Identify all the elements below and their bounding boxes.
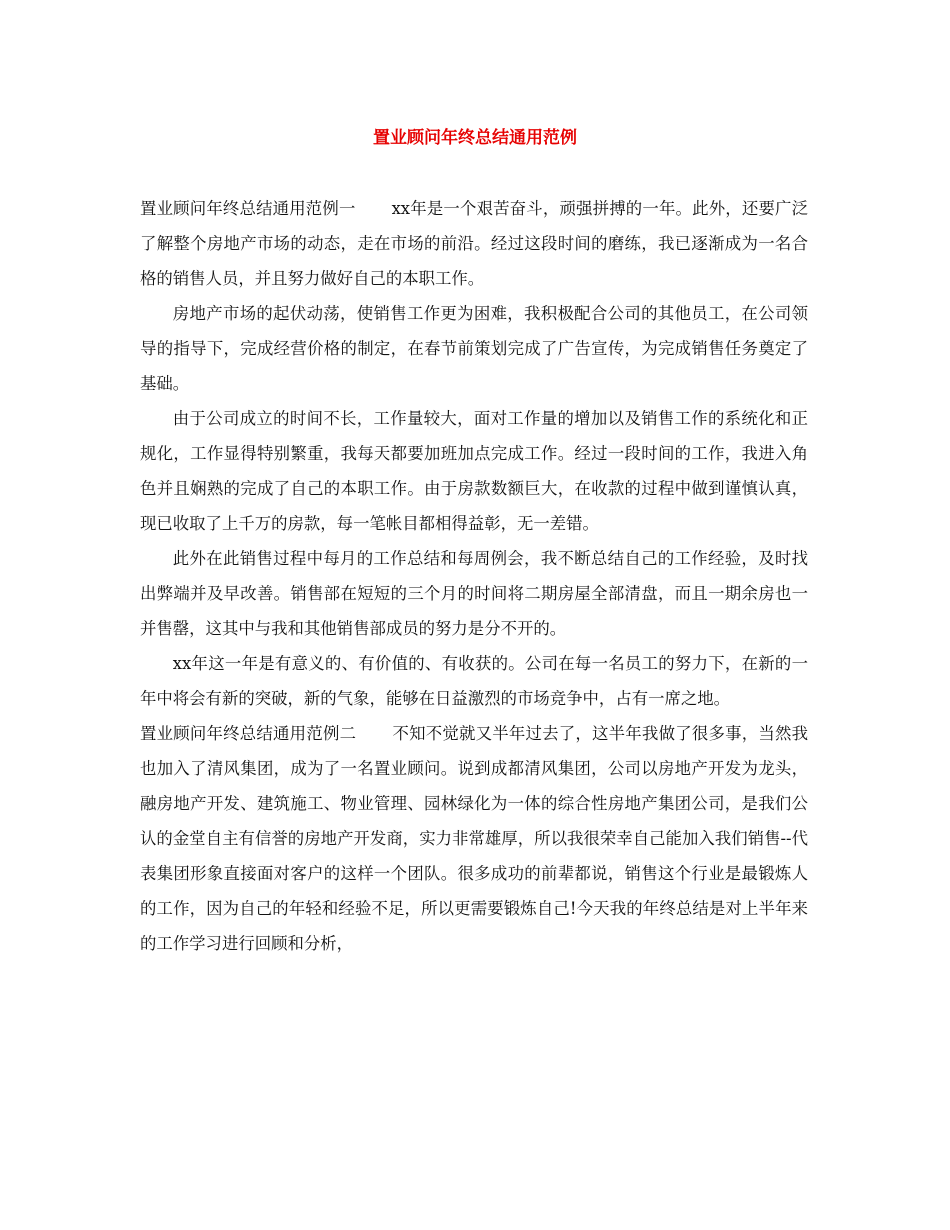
document-title: 置业顾问年终总结通用范例 (373, 128, 577, 148)
paragraph-1 (140, 191, 808, 296)
document-body (140, 191, 808, 961)
paragraph-3: 由于公司成立的时间不长，工作量较大，面对工作量的增加以及销售工作的系统化和正规化，工作显得特别繁重，我每天都要加班加点完成工作。经过一段时间的工作，我进入角色并且娴熟的完成了自己的本职工作。由于房款数额巨大，在收款的过程中做到谨慎认真，现已收取了上千万的房款，每一笔帐目都相得益彰，无一差错。 (140, 409, 808, 533)
paragraph-2: 房地产市场的起伏动荡，使销售工作更为困难，我积极配合公司的其他员工，在公司领导的指导下，完成经营价格的制定，在春节前策划完成了广告宣传，为完成销售任务奠定了基础。 (140, 304, 808, 393)
paragraph-6 (140, 716, 808, 961)
section-heading-1: 置业顾问年终总结通用范例一 (140, 199, 356, 218)
paragraph-text: 不知不觉就又半年过去了，这半年我做了很多事，当然我也加入了清风集团，成为了一名置业顾问。说到成都清风集团，公司以房地产开发为龙头，融房地产开发、建筑施工、物业管理、园林绿化为一体的综合性房地产集团公司，是我们公认的金堂自主有信誉的房地产开发商，实力非常雄厚，所以我很荣幸自己能加入我们销售--代表集团形象直接面对客户的这样一个团队。很多成功的前辈都说，销售这个行业是最锻炼人的工作，因为自己的年轻和经验不足，所以更需要锻炼自己!今天我的年终总结是对上半年来的工作学习进行回顾和分析， (140, 724, 809, 953)
section-heading-2: 置业顾问年终总结通用范例二 (140, 724, 357, 743)
paragraph-4: 此外在此销售过程中每月的工作总结和每周例会，我不断总结自己的工作经验，及时找出弊端并及早改善。销售部在短短的三个月的时间将二期房屋全部清盘，而且一期余房也一并售罄，这其中与我和其他销售部成员的努力是分不开的。 (140, 549, 808, 638)
paragraph-text: xx年是一个艰苦奋斗，顽强拼搏的一年。此外，还要广泛了解整个房地产市场的动态，走在市场的前沿。经过这段时间的磨练，我已逐渐成为一名合格的销售人员，并且努力做好自己的本职工作。 (140, 199, 808, 288)
paragraph-5: xx年这一年是有意义的、有价值的、有收获的。公司在每一名员工的努力下，在新的一年中将会有新的突破，新的气象，能够在日益激烈的市场竞争中，占有一席之地。 (140, 654, 808, 708)
